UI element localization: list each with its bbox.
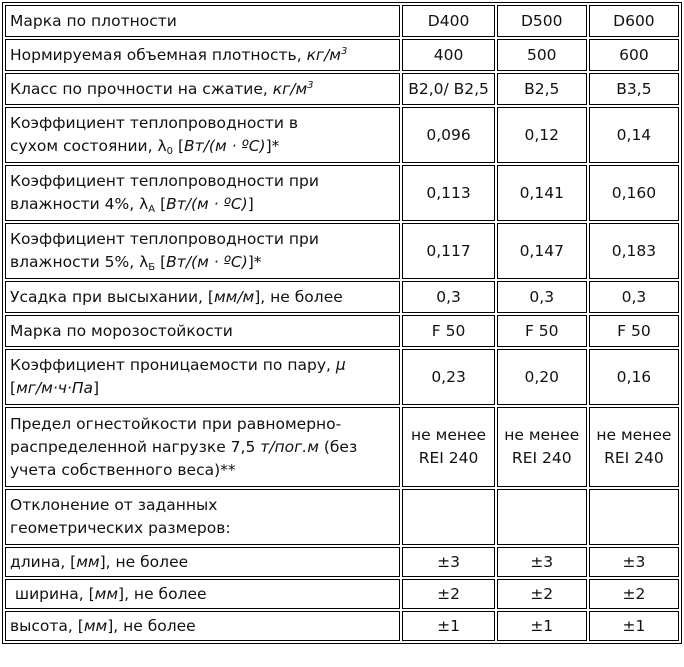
- grade-header-d400: D400: [402, 5, 494, 37]
- value-cell: 0,113: [402, 165, 494, 221]
- label-text: Усадка при высыхании, [: [10, 287, 214, 306]
- lambda-subscript: Б: [148, 262, 156, 273]
- bracket: [: [10, 379, 17, 397]
- label-text: длина, [: [10, 552, 77, 571]
- grade-header-d600: D600: [589, 5, 679, 37]
- value-line: REI 240: [418, 449, 479, 467]
- unit-text: мг/м·ч·Па: [16, 379, 93, 397]
- bracket: ]*: [247, 253, 262, 271]
- unit-text: кг/м: [306, 45, 341, 64]
- value-cell: ±2: [589, 579, 679, 609]
- value-cell: ±1: [402, 611, 494, 641]
- row-label-frost: Марка по морозостойкости: [5, 315, 400, 347]
- label-line: геометрических размеров:: [10, 519, 231, 537]
- value-cell: 0,20: [497, 349, 587, 405]
- value-cell: B3,5: [589, 73, 679, 105]
- value-cell: 0,183: [589, 223, 679, 279]
- value-cell-fire-d600: [589, 407, 679, 487]
- value-line: не менее: [596, 426, 672, 444]
- value-cell: F 50: [402, 315, 494, 347]
- value-cell: 0,3: [497, 281, 587, 313]
- table-row-frost: [5, 315, 679, 347]
- unit-text: Вт/(м · ºС): [184, 137, 266, 155]
- row-label-conductivity-5: [5, 223, 400, 279]
- value-cell: ±1: [589, 611, 679, 641]
- value-cell: 0,096: [402, 107, 494, 163]
- row-label-density: [5, 39, 400, 71]
- label-line: влажности 5%, λ: [10, 253, 149, 271]
- spec-table-wrapper: [2, 2, 682, 644]
- label-line: Отклонение от заданных: [10, 496, 218, 514]
- grade-header-d500: D500: [497, 5, 587, 37]
- row-label-strength: [5, 73, 400, 105]
- label-text: ], не более: [254, 287, 343, 306]
- mu-symbol: μ: [335, 356, 346, 374]
- table-row-width: [5, 579, 679, 609]
- value-cell: ±2: [402, 579, 494, 609]
- table-row-conductivity-5: [5, 223, 679, 279]
- value-cell-fire-d500: [497, 407, 587, 487]
- table-row-strength: [5, 73, 679, 105]
- label-line: Коэффициент теплопроводности при: [10, 230, 319, 248]
- label-text: ], не более: [99, 552, 189, 571]
- value-cell: F 50: [589, 315, 679, 347]
- unit-superscript: 3: [340, 45, 348, 57]
- table-row-conductivity-4: [5, 165, 679, 221]
- row-label-shrinkage: [5, 281, 400, 313]
- value-cell: 500: [497, 39, 587, 71]
- header-label: Марка по плотности: [10, 11, 177, 30]
- value-cell: 0,12: [497, 107, 587, 163]
- unit-text: Вт/(м · ºС): [166, 195, 248, 213]
- label-text: Нормируемая объемная плотность,: [10, 45, 307, 64]
- row-label-height: [5, 611, 400, 641]
- concrete-spec-table: [2, 2, 682, 644]
- label-text: ], не более: [118, 584, 207, 603]
- label-text: высота, [: [10, 616, 84, 635]
- value-cell: 0,14: [589, 107, 679, 163]
- value-line: REI 240: [604, 449, 664, 467]
- label-line: влажности 4%, λ: [10, 195, 149, 213]
- label-line: Коэффициент проницаемости по пару,: [10, 356, 336, 374]
- table-row-shrinkage: [5, 281, 679, 313]
- label-line: Предел огнестойкости при равномерно-: [10, 414, 342, 433]
- unit-text: мм: [94, 584, 119, 603]
- header-label-cell: [5, 5, 400, 37]
- value-cell: ±3: [497, 547, 587, 577]
- label-line: Коэффициент теплопроводности при: [10, 172, 319, 190]
- value-cell: 0,16: [589, 349, 679, 405]
- row-label-deviation: [5, 489, 400, 545]
- table-row-length: [5, 547, 679, 577]
- unit-text: Вт/(м · ºС): [166, 253, 248, 271]
- value-cell: 0,141: [497, 165, 587, 221]
- value-cell: B2,5: [497, 73, 587, 105]
- value-cell: ±2: [497, 579, 587, 609]
- row-label-conductivity-4: [5, 165, 400, 221]
- value-line: не менее: [411, 426, 487, 444]
- value-cell-fire-d400: [402, 407, 494, 487]
- row-label-fire: [5, 407, 400, 487]
- unit-superscript: 3: [307, 79, 314, 91]
- value-cell: ±3: [402, 547, 494, 577]
- unit-text: мм: [76, 552, 100, 571]
- table-row-fire: [5, 407, 679, 487]
- label-line: распределенной нагрузке 7,5: [10, 437, 261, 456]
- bracket: [: [173, 137, 185, 155]
- empty-cell: [589, 489, 679, 545]
- unit-text: т/пог.м: [260, 437, 319, 456]
- value-cell: F 50: [497, 315, 587, 347]
- empty-cell: [402, 489, 494, 545]
- empty-cell: [497, 489, 587, 545]
- value-line: не менее: [504, 426, 580, 444]
- label-line: сухом состоянии, λ: [10, 137, 167, 155]
- bracket: ]: [92, 379, 100, 397]
- value-cell: 0,117: [402, 223, 494, 279]
- lambda-subscript: 0: [166, 146, 174, 157]
- row-label-width: [5, 579, 400, 609]
- value-cell: 0,23: [402, 349, 494, 405]
- row-label-vapor: [5, 349, 400, 405]
- table-row-vapor: [5, 349, 679, 405]
- unit-text: кг/м: [272, 79, 308, 98]
- unit-text: мм: [83, 616, 108, 635]
- value-cell: ±3: [589, 547, 679, 577]
- lambda-subscript: А: [148, 204, 156, 215]
- table-row-height: [5, 611, 679, 641]
- value-cell: 400: [402, 39, 494, 71]
- value-cell: ±1: [497, 611, 587, 641]
- table-row-density: [5, 39, 679, 71]
- bracket: [: [155, 195, 167, 213]
- bracket: ]*: [265, 137, 280, 155]
- value-cell: 0,3: [589, 281, 679, 313]
- table-row-deviation: [5, 489, 679, 545]
- label-text: (без: [318, 437, 358, 456]
- value-line: REI 240: [511, 449, 572, 467]
- header-row: [5, 5, 679, 37]
- value-cell: B2,0/ B2,5: [402, 73, 494, 105]
- value-cell: 0,160: [589, 165, 679, 221]
- label-text: ширина, [: [10, 584, 95, 603]
- unit-text: мм/м: [213, 287, 255, 306]
- value-cell: 600: [589, 39, 679, 71]
- bracket: ]: [247, 195, 254, 213]
- label-line: учета собственного веса)**: [10, 460, 236, 479]
- value-cell: 0,3: [402, 281, 494, 313]
- row-label-conductivity-dry: [5, 107, 400, 163]
- table-row-conductivity-dry: [5, 107, 679, 163]
- bracket: [: [155, 253, 167, 271]
- row-label-length: [5, 547, 400, 577]
- label-text: Класс по прочности на сжатие,: [10, 79, 273, 98]
- value-cell: 0,147: [497, 223, 587, 279]
- label-line: Коэффициент теплопроводности в: [10, 114, 299, 132]
- label-text: ], не более: [107, 616, 196, 635]
